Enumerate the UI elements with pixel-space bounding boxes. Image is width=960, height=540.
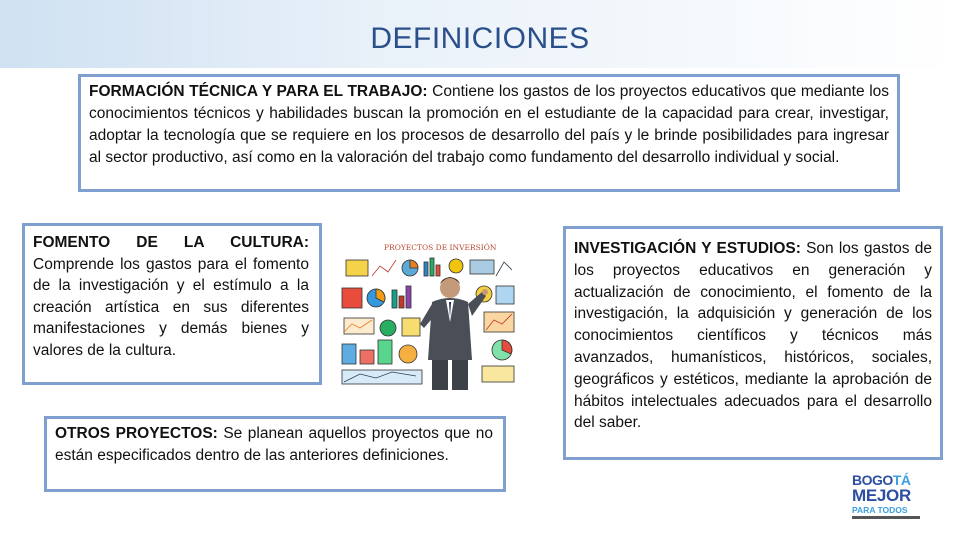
definition-otros-heading: OTROS PROYECTOS: (55, 425, 218, 442)
logo-underline (852, 516, 920, 519)
definition-formacion-heading: FORMACIÓN TÉCNICA Y PARA EL TRABAJO: (89, 83, 428, 100)
definition-investigacion-heading: INVESTIGACIÓN Y ESTUDIOS: (574, 240, 801, 257)
definition-investigacion-box (563, 226, 943, 460)
definition-otros-body: Se planean aquellos proyectos que no están especificados dentro de las anteriores definiciones. (55, 425, 493, 464)
definition-investigacion-body: Son los gastos de los proyectos educativos en generación y actualización de conocimiento, el fomento de la investigación, la adquisición y generación de los conocimientos científicos y técnicos más avanzados, humanísticos, históricos, sociales, geográficos y estéticos, mediante la aprobación de hábitos intelectuales adecuados para el desarrollo del saber. (574, 240, 932, 432)
definition-formacion-box (78, 74, 900, 192)
definition-formacion-body: Contiene los gastos de los proyectos educativos que mediante los conocimientos técnicos y habilidades buscan la promoción en el estudiante de la capacidad para crear, investigar, adoptar la tecnología que se requiere en los procesos de desarrollo del país y le brinde posibilidades para ingresar al sector productivo, así como en la valoración del trabajo como fundamento del desarrollo individual y social. (89, 83, 890, 166)
logo-bogota-text: BOGOTÁ (852, 472, 911, 488)
bogota-logo (852, 472, 922, 524)
investment-projects-illustration (336, 232, 520, 390)
slide-title: DEFINICIONES (370, 22, 590, 55)
logo-para-todos-text: PARA TODOS (852, 505, 908, 515)
illustration-caption: PROYECTOS DE INVERSIÓN (384, 243, 497, 252)
definition-otros-box (44, 416, 506, 492)
definition-fomento-box (22, 223, 322, 385)
definition-fomento-body: Comprende los gastos para el fomento de la investigación y el estímulo a la creación artística en sus diferentes manifestaciones y demás bienes y valores de la cultura. (33, 255, 309, 359)
definition-fomento-text (33, 232, 309, 361)
definition-investigacion-text (574, 238, 932, 434)
definition-fomento-heading: FOMENTO DE LA CULTURA: (33, 234, 309, 251)
definition-otros-text (55, 423, 493, 466)
logo-mejor-text: MEJOR (852, 486, 911, 505)
definition-formacion-text (89, 81, 889, 169)
